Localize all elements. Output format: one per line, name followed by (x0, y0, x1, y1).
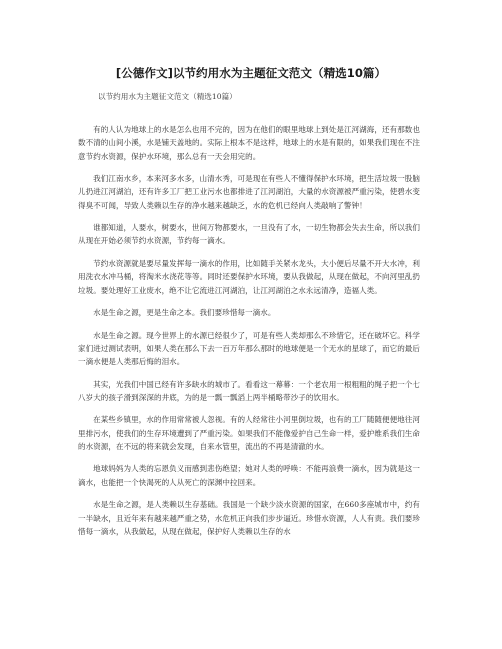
paragraph: 我们江南水乡，本来河多水多，山清水秀，可是现在有些人不懂得保护水环境，把生活垃圾一股脑儿扔进江河湖泊，还有许多工厂把工业污水也都排进了江河湖泊，大量的水资源被严重污染，使碧水变得臭不可闻，导致人类赖以生存的净水越来越缺乏，水的危机已经向人类敲响了警钟！ (78, 174, 420, 210)
paragraph: 水是生命之源，是人类赖以生存基础。我国是一个缺少淡水资源的国家，在660多座城市中，约有一半缺水，且近年来有越来越严重之势，水危机正向我们步步逼近。珍惜水资源，人人有责。我们要珍惜每一滴水，从我做起，从现在做起，保护好人类赖以生存的水 (78, 500, 420, 536)
paragraph: 节约水资源就是要尽量发挥每一滴水的作用，比如随手关紧水龙头，大小便后尽量不开大水冲，利用洗衣水冲马桶，将淘米水浇花等等。同时还要保护水环境，要从我做起，从现在做起，不向河里乱扔垃圾。要处理好工业废水，绝不让它流进江河湖泊，让江河湖泊之水永远清净，造福人类。 (78, 258, 420, 295)
document-subtitle: 以节约用水为主题征文范文（精选10篇） (98, 92, 237, 101)
paragraph: 地球妈妈为人类的忘恩负义而感到悲伤绝望；她对人类的呼唤：不能再浪费一滴水，因为就是这一滴水，也能把一个快渴死的人从死亡的深渊中拉回来。 (78, 464, 420, 487)
paragraph: 谁都知道，人要水，树要水，世间万物都要水，一旦没有了水，一切生物都会失去生命，所以我们从现在开始必须节约水资源，节约每一滴水。 (78, 223, 420, 246)
paragraph: 其实，光我们中国已经有许多缺水的城市了。看看这一幕幕：一个老农用一根粗粗的绳子把一个七八岁大的孩子滑到深深的井底，为的是一瓢一瓢滔上两半桶略带沙子的饮用水。 (78, 379, 420, 402)
document-body (78, 123, 420, 547)
document-title: [公德作文]以节约用水为主题征文范文（精选10篇） (115, 66, 387, 80)
paragraph: 水是生命之源，更是生命之本。我们要珍惜每一滴水。 (93, 308, 276, 318)
paragraph: 在某些乡镇里，水的作用常常被人忽视。有的人经常往小河里倒垃圾，也有的工厂随随便便地往河里排污水，使我们的生存环境遭到了严重污染。如果我们不能像爱护自己生命一样，爱护维系我们生命的水资源，在不远的将来就会发现，自来水管里，流出的不再是清澈的水。 (78, 415, 420, 451)
paragraph: 有的人认为地球上的水是怎么也用不完的，因为在他们的眼里地球上到处是江河湖海，还有那数也数不清的山间小溪，水是铺天盖地的。实际上根本不是这样，地球上的水是有限的，如果我们现在不注意节约水资源，保护水环境，那么总有一天会用完的。 (78, 125, 420, 161)
paragraph: 水是生命之源。现今世界上的水源已经很少了，可是有些人类却那么不珍惜它，还在破坏它。科学家们进过测试表明，如果人类在那么下去一百万年那么那时的地球便是一个无水的星球了，而它的最后一滴水便是人类那后悔的泪水。 (78, 330, 420, 367)
